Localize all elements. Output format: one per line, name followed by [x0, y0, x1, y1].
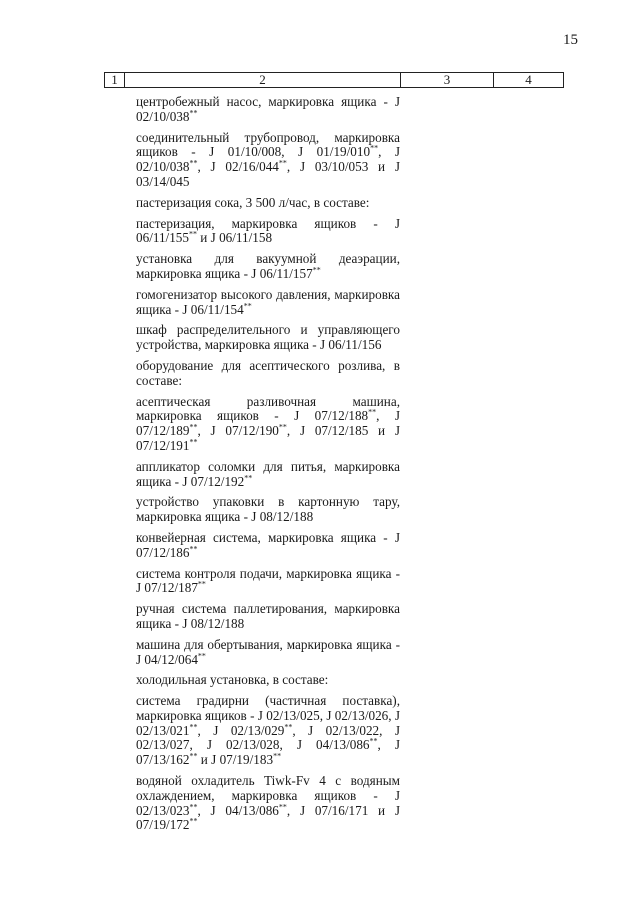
- list-item: машина для обертывания, маркировка ящика - J 04/12/064**: [136, 636, 400, 667]
- list-item: аппликатор соломки для питья, маркировка ящика - J 07/12/192**: [136, 458, 400, 489]
- column-header-4: 4: [494, 73, 564, 88]
- list-item: конвейерная система, маркировка ящика - J 07/12/186**: [136, 529, 400, 560]
- list-item: холодильная установка, в составе:: [136, 672, 329, 688]
- list-item: гомогенизатор высокого давления, маркировка ящика - J 06/11/154**: [136, 286, 400, 317]
- list-item: пастеризация сока, 3 500 л/час, в составе:: [136, 194, 370, 210]
- list-item: пастеризация, маркировка ящиков - J 06/11/155** и J 06/11/158: [136, 215, 400, 246]
- list-item: установка для вакуумной деаэрации, маркировка ящика - J 06/11/157**: [136, 251, 400, 281]
- page-number: 15: [563, 32, 578, 48]
- list-item: асептическая разливочная машина, маркировка ящиков - J 07/12/188**, J 07/12/189**, J 07/12/190**, J 07/12/185 и J 07/12/191**: [136, 393, 401, 453]
- list-item: шкаф распределительного и управляющего устройства, маркировка ящика - J 06/11/156: [136, 322, 400, 353]
- column-header-2: 2: [125, 73, 401, 88]
- list-item: система градирни (частичная поставка), маркировка ящиков - J 02/13/025, J 02/13/026, J 02/13/021**, J 02/13/029**, J 02/13/022, J 02/13/027, J 02/13/028, J 04/13/086**, J 07/13/162** и J 07/19/183**: [136, 693, 401, 768]
- list-item: ручная система паллетирования, маркировка ящика - J 08/12/188: [136, 601, 400, 631]
- list-item: центробежный насос, маркировка ящика - J 02/10/038**: [136, 94, 400, 124]
- list-item: соединительный трубопровод, маркировка ящиков - J 01/10/008, J 01/19/010**, J 02/10/038**, J 02/16/044**, J 03/10/053 и J 03/14/045: [136, 129, 400, 189]
- column-header-3: 3: [401, 73, 494, 88]
- equipment-list: [136, 95, 400, 839]
- list-item: оборудование для асептического розлива, в составе:: [136, 357, 400, 388]
- list-item: устройство упаковки в картонную тару, маркировка ящика - J 08/12/188: [136, 494, 400, 525]
- table-header: [104, 72, 564, 88]
- column-header-1: 1: [105, 73, 125, 88]
- list-item: система контроля подачи, маркировка ящика - J 07/12/187**: [136, 565, 400, 596]
- list-item: водяной охладитель Tiwk-Fv 4 с водяным охлаждением, маркировка ящиков - J 02/13/023**, J 04/13/086**, J 07/16/171 и J 07/19/172**: [136, 773, 400, 833]
